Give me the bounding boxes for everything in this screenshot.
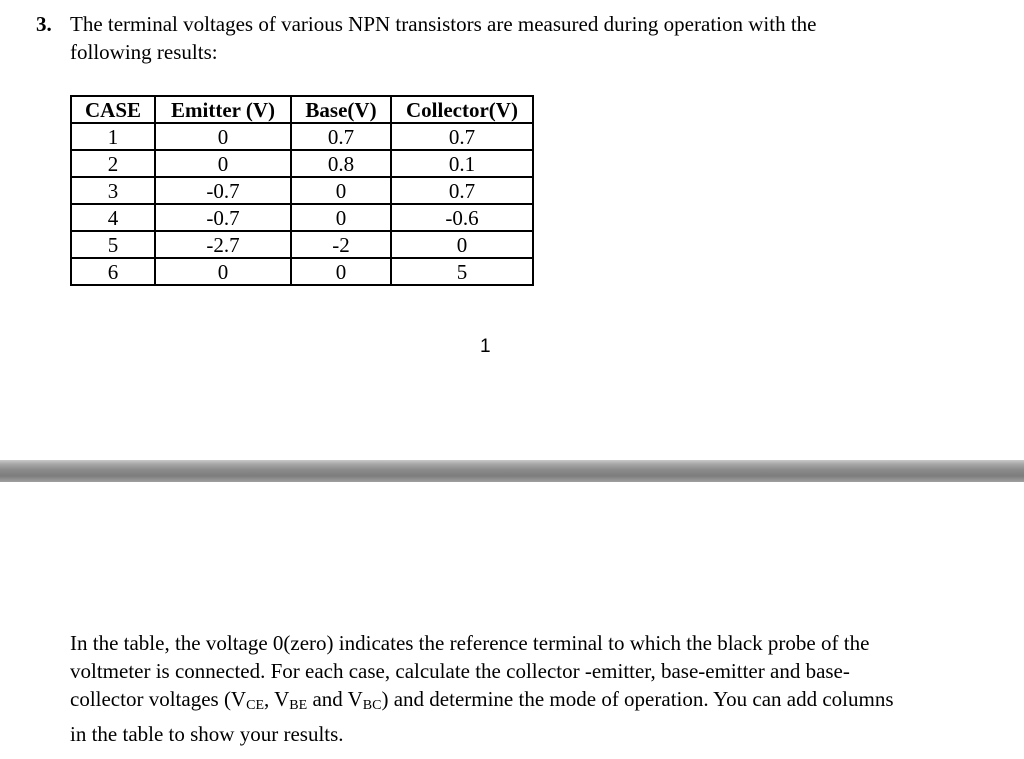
cell-case: 5 xyxy=(71,231,155,258)
cell-base: 0 xyxy=(291,258,391,285)
cell-case: 6 xyxy=(71,258,155,285)
page-number: 1 xyxy=(480,336,491,357)
instructions-line-2: voltmeter is connected. For each case, calculate the collector -emitter, base-emitter and base- xyxy=(70,659,850,683)
table-row xyxy=(71,150,533,177)
cell-collector: -0.6 xyxy=(391,204,533,231)
instructions-line-3-start: collector voltages (V xyxy=(70,687,247,711)
cell-emitter: 0 xyxy=(155,258,291,285)
cell-emitter: -2.7 xyxy=(155,231,291,258)
instructions-line-3-end: ) and determine the mode of operation. You can add columns xyxy=(381,687,894,711)
instructions-line-1: In the table, the voltage 0(zero) indicates the reference terminal to which the black probe of the xyxy=(70,631,870,655)
cell-collector: 0.7 xyxy=(391,177,533,204)
table-row xyxy=(71,177,533,204)
table-row xyxy=(71,258,533,285)
cell-collector: 5 xyxy=(391,258,533,285)
instructions-line-4: in the table to show your results. xyxy=(70,722,344,746)
question-text xyxy=(70,10,970,66)
cell-emitter: 0 xyxy=(155,150,291,177)
cell-emitter: -0.7 xyxy=(155,204,291,231)
cell-collector: 0 xyxy=(391,231,533,258)
header-emitter: Emitter (V) xyxy=(155,96,291,123)
header-base: Base(V) xyxy=(291,96,391,123)
question-number: 3. xyxy=(36,12,52,36)
subscript-ce: CE xyxy=(246,698,264,713)
instructions-line-3 xyxy=(70,685,970,720)
instructions-paragraph xyxy=(70,629,970,748)
cell-base: 0 xyxy=(291,177,391,204)
header-case: CASE xyxy=(71,96,155,123)
header-collector: Collector(V) xyxy=(391,96,533,123)
page-separator xyxy=(0,460,1024,482)
question-text-line-2: following results: xyxy=(70,40,218,64)
separator-2: and V xyxy=(307,687,363,711)
cell-case: 1 xyxy=(71,123,155,150)
cell-case: 2 xyxy=(71,150,155,177)
cell-base: 0.7 xyxy=(291,123,391,150)
question-text-line-1: The terminal voltages of various NPN transistors are measured during operation with the xyxy=(70,12,817,36)
measurements-table xyxy=(70,95,534,286)
cell-emitter: 0 xyxy=(155,123,291,150)
cell-collector: 0.1 xyxy=(391,150,533,177)
subscript-bc: BC xyxy=(362,698,382,713)
cell-base: 0.8 xyxy=(291,150,391,177)
table-row xyxy=(71,204,533,231)
cell-base: 0 xyxy=(291,204,391,231)
cell-case: 3 xyxy=(71,177,155,204)
table-row xyxy=(71,231,533,258)
subscript-be: BE xyxy=(289,698,308,713)
cell-case: 4 xyxy=(71,204,155,231)
table-row xyxy=(71,123,533,150)
separator-1: , V xyxy=(264,687,290,711)
cell-emitter: -0.7 xyxy=(155,177,291,204)
table-header-row xyxy=(71,96,533,123)
cell-base: -2 xyxy=(291,231,391,258)
cell-collector: 0.7 xyxy=(391,123,533,150)
